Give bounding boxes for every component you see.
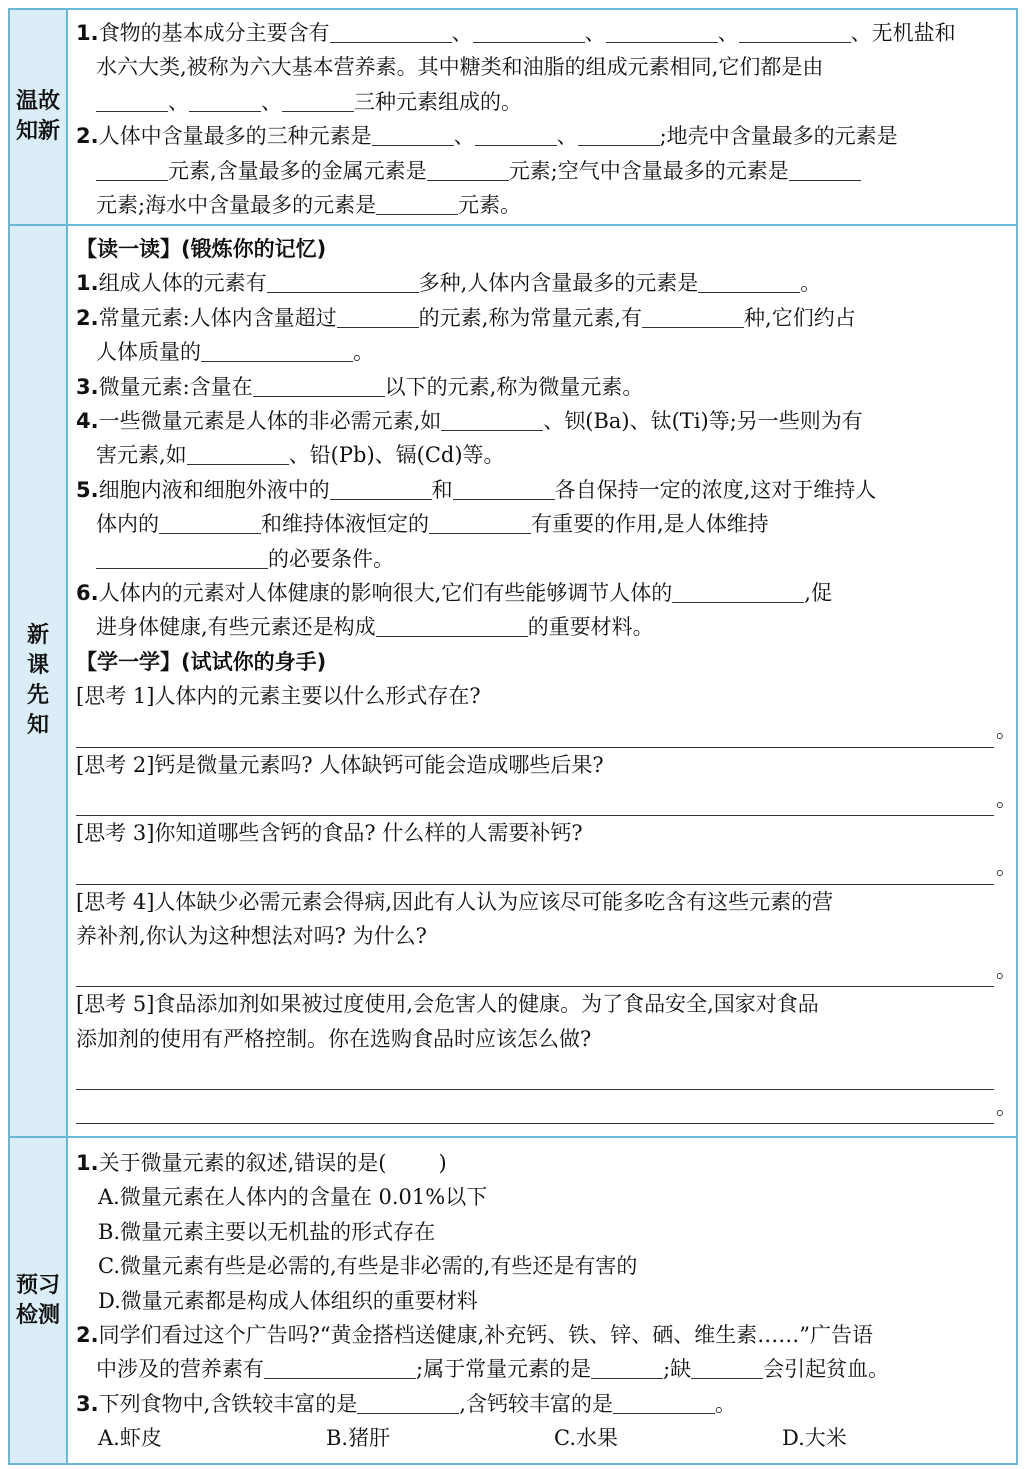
answer-blank[interactable] [698, 272, 800, 293]
think-1-answer [76, 714, 1017, 748]
question-text: 多种,人体内含量最多的元素是 [418, 271, 699, 296]
separator: 、 [451, 21, 473, 45]
question-text: 关于微量元素的叙述,错误的是( [98, 1151, 387, 1175]
period: 。 [996, 786, 1017, 811]
separator: 、 [717, 21, 739, 45]
answer-blank[interactable] [642, 307, 744, 328]
answer-line[interactable] [76, 962, 994, 987]
question-text: 食物的基本成分主要含有 [98, 21, 330, 45]
section-preview-check [10, 1138, 1016, 1463]
answer-blank[interactable] [591, 1358, 663, 1379]
period: 。 [996, 855, 1017, 880]
question-number: 1. [76, 1151, 99, 1175]
think-1: [思考 1]人体内的元素主要以什么形式存在? [76, 684, 481, 709]
separator: 、 [168, 89, 189, 114]
answer-line[interactable] [76, 723, 994, 748]
review-question-2 [76, 119, 1010, 222]
review-question-1 [76, 16, 1010, 119]
label-line: 课 [26, 653, 49, 678]
answer-blank[interactable] [429, 513, 531, 534]
answer-blank[interactable] [691, 1358, 763, 1379]
option-a[interactable]: A.微量元素在人体内的含量在 0.01%以下 [98, 1185, 488, 1210]
option-a[interactable]: A.虾皮 [98, 1426, 162, 1451]
answer-blank[interactable] [578, 125, 660, 146]
label-line: 温故 [15, 89, 60, 114]
answer-blank[interactable] [376, 194, 458, 215]
separator: 、 [850, 21, 872, 45]
learn-heading: 【学一学】(试试你的身手) [76, 649, 327, 674]
read-item-5 [76, 473, 1010, 576]
question-text: 水六大类,被称为六大基本营养素。其中糖类和油脂的组成元素相同,它们都是由 [96, 55, 824, 80]
question-text: 的元素,称为常量元素,有 [418, 305, 643, 330]
answer-line[interactable] [76, 1099, 994, 1124]
question-text: 细胞内液和细胞外液中的 [98, 477, 330, 502]
question-text: 元素。 [458, 193, 522, 218]
question-text: 人体内的元素对人体健康的影响很大,它们有些能够调节人体的 [98, 581, 673, 606]
answer-blank[interactable] [337, 307, 419, 328]
answer-blank[interactable] [427, 160, 509, 181]
answer-blank[interactable] [606, 22, 718, 43]
question-text: ;属于常量元素的是 [416, 1357, 592, 1382]
option-c[interactable]: C.水果 [554, 1426, 618, 1451]
question-number: 1. [76, 271, 99, 296]
check-question-2 [76, 1318, 1010, 1387]
think-5-line-2: 添加剂的使用有严格控制。你在选购食品时应该怎么做? [76, 1026, 592, 1051]
question-text: ) [438, 1151, 447, 1175]
read-item-4 [76, 404, 1010, 473]
period: 。 [996, 718, 1017, 743]
period: 。 [996, 957, 1017, 982]
think-2: [思考 2]钙是微量元素吗? 人体缺钙可能会造成哪些后果? [76, 752, 604, 777]
question-text: 下列食物中,含铁较丰富的是 [98, 1391, 358, 1416]
read-item-3 [76, 370, 1010, 404]
answer-blank[interactable] [96, 548, 268, 569]
worksheet [8, 8, 1018, 1465]
question-text: 有重要的作用,是人体维持 [531, 512, 769, 537]
think-5-line-1: [思考 5]食品添加剂如果被过度使用,会危害人的健康。为了食品安全,国家对食品 [76, 992, 819, 1017]
question-text: 的重要材料。 [527, 615, 654, 640]
question-text: 常量元素:人体内含量超过 [98, 305, 337, 330]
answer-blank[interactable] [330, 479, 432, 500]
think-2-answer [76, 782, 1017, 816]
answer-blank[interactable] [159, 513, 261, 534]
question-number: 2. [76, 124, 99, 149]
separator: 、 [584, 21, 606, 45]
question-number: 2. [76, 1323, 99, 1348]
section-review-content [68, 10, 1016, 224]
question-text: 害元素,如 [96, 443, 187, 468]
section-review [10, 10, 1016, 226]
question-text: 人体质量的 [96, 340, 201, 365]
label-line: 知新 [15, 119, 60, 144]
think-3: [思考 3]你知道哪些含钙的食品? 什么样的人需要补钙? [76, 821, 583, 846]
separator: 、 [261, 89, 282, 114]
answer-line[interactable] [76, 1065, 994, 1090]
answer-blank[interactable] [739, 22, 851, 43]
question-text: 元素;海水中含量最多的元素是 [96, 193, 377, 218]
question-text: 、钡(Ba)、钛(Ti)等;另一些则为有 [543, 409, 863, 434]
option-d[interactable]: D.大米 [782, 1426, 847, 1451]
label-line: 检测 [15, 1302, 60, 1328]
answer-blank[interactable] [189, 91, 261, 112]
answer-blank[interactable] [264, 1358, 416, 1379]
label-line: 新 [26, 623, 49, 648]
question-text: 同学们看过这个广告吗?“黄金搭档送健康,补充钙、铁、锌、硒、维生素……”广告语 [98, 1323, 873, 1348]
option-d[interactable]: D.微量元素都是构成人体组织的重要材料 [98, 1288, 478, 1313]
check-question-3 [76, 1387, 1010, 1421]
question-text: 元素,含量最多的金属元素是 [168, 158, 427, 183]
question-number: 3. [76, 1391, 99, 1416]
question-text: 体内的 [96, 512, 159, 537]
option-c[interactable]: C.微量元素有些是必需的,有些是非必需的,有些还是有害的 [98, 1254, 638, 1279]
question-number: 3. [76, 374, 99, 399]
question-text: 进身体健康,有些元素还是构成 [96, 615, 376, 640]
label-line: 知 [26, 713, 49, 738]
answer-blank[interactable] [253, 376, 385, 397]
section-label-review [10, 10, 68, 224]
answer-line[interactable] [76, 860, 994, 885]
think-5-answer-2 [76, 1090, 1017, 1124]
think-3-answer [76, 851, 1017, 885]
answer-blank[interactable] [672, 582, 804, 603]
question-text: 种,它们约占 [744, 305, 856, 330]
question-text: 和 [431, 477, 453, 502]
question-text: 元素;空气中含量最多的元素是 [508, 158, 789, 183]
section-new-lesson-content [68, 226, 1016, 1136]
question-text: 、铅(Pb)、镉(Cd)等。 [288, 443, 505, 468]
answer-blank[interactable] [372, 125, 454, 146]
question-number: 1. [76, 21, 99, 45]
answer-blank[interactable] [357, 1393, 459, 1414]
question-text: 人体中含量最多的三种元素是 [98, 124, 372, 149]
think-5-answer-1 [76, 1056, 1010, 1090]
answer-blank[interactable] [267, 272, 419, 293]
question-text: 以下的元素,称为微量元素。 [384, 374, 644, 399]
question-text: 。 [800, 271, 822, 296]
check-question-3-options [76, 1421, 1010, 1455]
question-text: 会引起贫血。 [763, 1357, 890, 1382]
question-text: 中涉及的营养素有 [96, 1357, 264, 1382]
question-text: 无机盐和 [871, 21, 956, 45]
answer-blank[interactable] [475, 125, 557, 146]
label-line: 预习 [15, 1272, 60, 1298]
separator: 、 [453, 124, 475, 149]
answer-blank[interactable] [441, 410, 543, 431]
question-text: ;地壳中含量最多的元素是 [659, 124, 898, 149]
period: 。 [996, 1094, 1017, 1119]
question-text: 三种元素组成的。 [354, 89, 522, 114]
answer-blank[interactable] [330, 22, 452, 43]
question-number: 6. [76, 581, 99, 606]
label-line: 先 [26, 683, 49, 708]
question-number: 2. [76, 305, 99, 330]
answer-blank[interactable] [96, 91, 168, 112]
read-item-2 [76, 301, 1010, 370]
separator: 、 [556, 124, 578, 149]
question-text: ,促 [804, 581, 832, 606]
question-text: 微量元素:含量在 [98, 374, 253, 399]
answer-blank[interactable] [613, 1393, 715, 1414]
question-text: ;缺 [663, 1357, 692, 1382]
answer-blank[interactable] [376, 616, 528, 637]
question-text: 各自保持一定的浓度,这对于维持人 [554, 477, 877, 502]
think-4-answer [76, 953, 1017, 987]
question-text: 一些微量元素是人体的非必需元素,如 [98, 409, 442, 434]
question-text: 组成人体的元素有 [98, 271, 267, 296]
answer-blank[interactable] [187, 444, 289, 465]
section-label-new-lesson [10, 226, 68, 1136]
answer-blank[interactable] [96, 160, 168, 181]
question-text: 和维持体液恒定的 [261, 512, 429, 537]
option-b[interactable]: B.猪肝 [326, 1426, 391, 1451]
option-b[interactable]: B.微量元素主要以无机盐的形式存在 [98, 1219, 436, 1244]
question-number: 4. [76, 409, 99, 434]
check-question-1 [76, 1146, 1010, 1180]
question-text: ,含钙较丰富的是 [459, 1391, 613, 1416]
read-item-1 [76, 266, 1010, 300]
think-4-line-1: [思考 4]人体缺少必需元素会得病,因此有人认为应该尽可能多吃含有这些元素的营 [76, 889, 834, 914]
think-4-line-2: 养补剂,你认为这种想法对吗? 为什么? [76, 923, 427, 948]
read-item-6 [76, 576, 1010, 645]
read-heading: 【读一读】(锻炼你的记忆) [76, 237, 327, 261]
question-text: 。 [714, 1391, 736, 1416]
answer-blank[interactable] [282, 91, 354, 112]
answer-blank[interactable] [453, 479, 555, 500]
question-number: 5. [76, 477, 99, 502]
answer-line[interactable] [76, 791, 994, 816]
question-text: 。 [353, 340, 374, 365]
answer-blank[interactable] [789, 160, 861, 181]
section-preview-check-content [68, 1138, 1016, 1463]
section-label-preview-check [10, 1138, 68, 1463]
answer-blank[interactable] [201, 341, 353, 362]
answer-blank[interactable] [473, 22, 585, 43]
question-text: 的必要条件。 [268, 546, 394, 571]
section-new-lesson [10, 226, 1016, 1138]
